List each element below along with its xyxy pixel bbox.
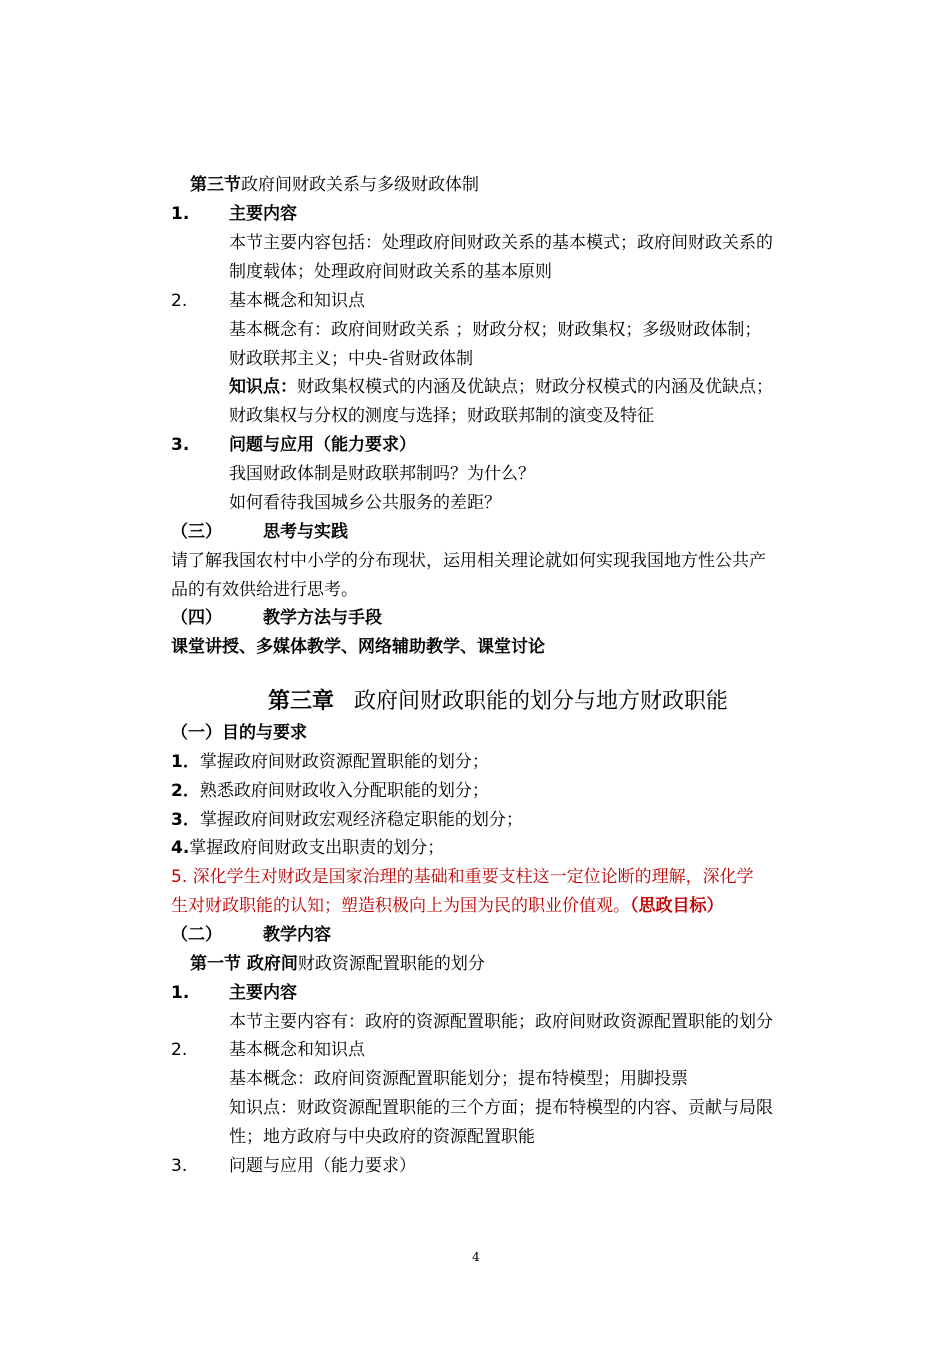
paragraph: 制度载体；处理政府间财政关系的基本原则 [229,262,552,282]
item-number: 3. [171,1156,188,1176]
section-title-rest: 财政资源配置职能的划分 [297,954,485,974]
paragraph: 知识点：财政资源配置职能的三个方面；提布特模型的内容、贡献与局限 [229,1098,773,1118]
subsection-title: 教学内容 [263,925,331,945]
subsection-number: （四） [171,608,222,628]
item-heading: 主要内容 [229,983,297,1003]
paragraph [229,376,773,398]
question: 我国财政体制是财政联邦制吗？为什么？ [229,464,535,484]
subsection-title: 思考与实践 [263,522,348,542]
item-number: 1. [171,204,190,224]
item-number: 3. [171,435,190,455]
item-number: 1. [171,983,190,1003]
subsection-number: （三） [171,522,222,542]
item-number: 2. [171,1040,188,1060]
goal-item [171,751,489,773]
paragraph: 基本概念：政府间资源配置职能划分；提布特模型；用脚投票 [229,1069,688,1089]
goal-item [171,780,489,802]
item-heading: 基本概念和知识点 [229,291,365,311]
subsection-title: 教学方法与手段 [263,608,382,628]
paragraph: 财政集权与分权的测度与选择；财政联邦制的演变及特征 [229,406,654,426]
section-title-rest: 政府间财政关系与多级财政体制 [241,175,479,195]
goal-text: 掌握政府间财政支出职责的划分； [189,838,445,858]
item-heading: 基本概念和知识点 [229,1040,365,1060]
ideology-goal-text: 生对财政职能的认知；塑造积极向上为国为民的职业价值观。 [171,896,630,916]
chapter-title-rest: 政府间财政职能的划分与地方财政职能 [354,689,729,714]
item-heading: 问题与应用（能力要求） [229,1156,416,1176]
goal-text: 熟悉政府间财政收入分配职能的划分； [199,781,489,801]
section-title-bold: 第三节 [190,175,241,195]
goal-number: 2． [171,781,200,801]
section-title-bold: 第一节 政府间 [190,954,298,974]
goal-text: 掌握政府间财政资源配置职能的划分； [199,752,489,772]
paragraph: 性；地方政府与中央政府的资源配置职能 [229,1127,535,1147]
item-number: 2. [171,291,188,311]
paragraph: 课堂讲授、多媒体教学、网络辅助教学、课堂讨论 [171,637,545,657]
page-number: 4 [472,1250,480,1264]
paragraph: 财政联邦主义；中央-省财政体制 [229,349,474,369]
ideology-goal [171,895,724,917]
ideology-goal: 5. 深化学生对财政是国家治理的基础和重要支柱这一定位论断的理解，深化学 [171,867,754,887]
paragraph: 品的有效供给进行思考。 [171,580,358,600]
paragraph: 本节主要内容有：政府的资源配置职能；政府间财政资源配置职能的划分 [229,1012,773,1032]
paragraph: 本节主要内容包括：处理政府间财政关系的基本模式；政府间财政关系的 [229,233,773,253]
item-heading: 主要内容 [229,204,297,224]
goal-number: 4. [171,838,190,858]
knowledge-label: 知识点： [229,377,297,397]
goal-number: 3． [171,810,200,830]
paragraph: 请了解我国农村中小学的分布现状，运用相关理论就如何实现我国地方性公共产 [171,551,766,571]
goal-item [171,809,523,831]
ideology-goal-tag: （思政目标） [630,896,724,916]
goal-item [171,837,444,859]
goal-text: 掌握政府间财政宏观经济稳定职能的划分； [199,810,523,830]
paragraph: 基本概念有：政府间财政关系 ；财政分权；财政集权；多级财政体制； [229,320,762,340]
goal-number: 1． [171,752,200,772]
question: 如何看待我国城乡公共服务的差距？ [229,493,501,513]
knowledge-text: 财政集权模式的内涵及优缺点；财政分权模式的内涵及优缺点； [297,377,773,397]
subsection-number: （二） [171,925,222,945]
chapter-title [268,688,728,716]
chapter-title-bold: 第三章 [268,689,335,714]
item-heading: 问题与应用（能力要求） [229,435,416,455]
section-title [190,174,479,196]
subsection-title: （一）目的与要求 [171,723,307,743]
section-title [190,953,485,975]
